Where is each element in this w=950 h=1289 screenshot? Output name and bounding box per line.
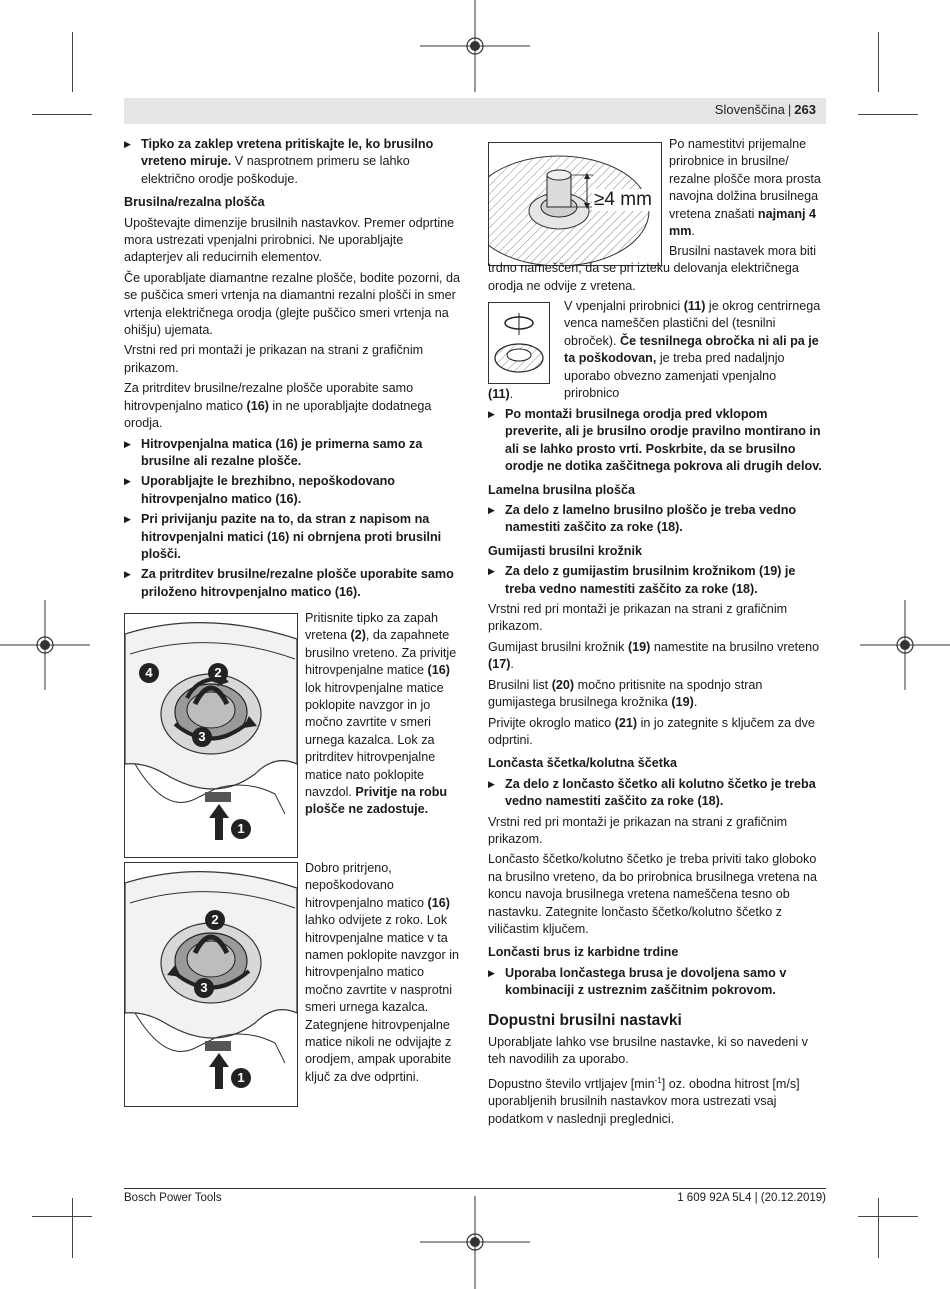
heading-flap-disc: Lamelna brusilna plošča xyxy=(488,482,635,497)
header-separator: | xyxy=(787,102,792,117)
heading-allowed-tools: Dopustni brusilni nastavki xyxy=(488,1011,682,1029)
header-language: Slovenščina xyxy=(714,102,785,117)
warning-spindle-lock: ▶ Tipko za zaklep vretena pritiskajte le, ko brusilno vreteno miruje. V nasprotnem primeru se lahko električno orodje poškoduje. xyxy=(124,136,462,188)
fig2-callout-1: 1 xyxy=(231,1068,251,1088)
figure-tighten-caption: Pritisnite tipko za zapah vretena (2), da zapahnete brusilno vreteno. Za privitje hitrovpenjalne matice (16) lok hitrovpenjalne matice poklopite navzgor in jo močno zavrtite v smeri urnega kazalca. Lok za pritrditev hitrovpenjalne matice nato poklopite navzdol. Privitje na robu plošče ne zadostuje. xyxy=(305,611,457,817)
paragraph: Vrstni red pri montaži je prikazan na strani z grafičnim prikazom. xyxy=(124,343,424,375)
heading-disc: Brusilna/rezalna plošča xyxy=(124,195,265,210)
thread-length-label: ≥4 mm xyxy=(594,189,652,210)
paragraph: Če uporabljate diamantne rezalne plošče, bodite pozorni, da se puščica smeri vrtenja na diamantni rezalni plošči in smer vrtenja električnega orodja (glejte puščico smeri vrtenja na ohišju) ujemata. xyxy=(124,270,461,338)
heading-rubber-pad: Gumijasti brusilni krožnik xyxy=(488,543,642,558)
figure-flange xyxy=(488,302,550,384)
bullet-item: ▶ Hitrovpenjalna matica (16) je primerna samo za brusilne ali rezalne plošče. xyxy=(124,436,462,471)
thread-text-continued: Brusilni nastavek mora biti trdno nameščen, da se pri izteku delovanja električnega orodja ne odvije z vretena. xyxy=(488,244,816,293)
registration-mark-bottom-icon xyxy=(420,1196,530,1289)
figure-loosen-nut xyxy=(124,862,298,1107)
fig1-callout-2: 2 xyxy=(208,663,228,683)
flange-text: V vpenjalni prirobnici (11) je okrog centrirnega venca nameščen plastični del (tesnilni obroček). Če tesnilnega obročka ni ali pa je ta poškodovan, je treba pred nadaljnjo uporabo obvezno zamenjati vpenjalno prirobnico xyxy=(564,299,821,401)
fig2-callout-3: 3 xyxy=(194,978,214,998)
heading-carbide-cup: Lončasti brus iz karbidne trdine xyxy=(488,945,679,960)
paragraph: Gumijast brusilni krožnik (19) namestite na brusilno vreteno (17). xyxy=(488,639,820,672)
footer-doc-id: 1 609 92A 5L4 | (20.12.2019) xyxy=(677,1192,826,1204)
bullet-flap-disc: ▶ Za delo z lamelno brusilno ploščo je treba vedno namestiti zaščito za roke (18). xyxy=(488,502,826,537)
fig1-callout-3: 3 xyxy=(192,727,212,747)
footer-brand: Bosch Power Tools xyxy=(124,1192,222,1204)
fig2-callout-2: 2 xyxy=(205,910,225,930)
paragraph: Uporabljate lahko vse brusilne nastavke, ki so navedeni v teh navodilih za uporabo. xyxy=(488,1035,808,1067)
left-column xyxy=(124,136,462,604)
figure-tighten-nut xyxy=(124,613,298,858)
flange-seal-icon xyxy=(489,303,549,383)
crop-mark xyxy=(878,1198,879,1258)
bullet-check-mounting: ▶ Po montaži brusilnega orodja pred vklopom preverite, ali je brusilno orodje pravilno montirano in ali se lahko prosto vrti. Poskrbite, da se brusilno orodje ne dotika zaščitnega pokrova ali drugih delov. xyxy=(488,406,826,476)
crop-mark xyxy=(32,1216,92,1217)
bullet-item: ▶ Za pritrditev brusilne/rezalne plošče uporabite samo priloženo hitrovpenjalno matico (16). xyxy=(124,566,462,601)
right-column-lower xyxy=(488,406,826,1131)
bullet-rubber-pad: ▶ Za delo z gumijastim brusilnim krožnikom (19) je treba vedno namestiti zaščito za roke (18). xyxy=(488,563,826,598)
bullet-carbide-cup: ▶ Uporaba lončastega brusa je dovoljena samo v kombinaciji z ustreznim zaščitnim pokrovom. xyxy=(488,965,826,1000)
registration-mark-left-icon xyxy=(0,600,90,690)
crop-mark xyxy=(858,114,918,115)
registration-mark-top-icon xyxy=(420,0,530,95)
paragraph: Vrstni red pri montaži je prikazan na strani z grafičnim prikazom. xyxy=(488,814,788,846)
bullet-item: ▶ Pri privijanju pazite na to, da stran z napisom na hitrovpenjalni matici (16) ni obrnjena proti brusilni plošči. xyxy=(124,511,462,563)
crop-mark xyxy=(878,32,879,92)
page-header xyxy=(715,102,816,117)
crop-mark xyxy=(858,1216,918,1217)
paragraph: Dopustno število vrtljajev $[\min^{-1}]$ oz. obodna hitrost [m/s] uporabljenih brusilnih nastavkov mora ustrezati vsaj podatkom v naslednji preglednici. xyxy=(488,1075,800,1126)
figure-loosen-caption: Dobro pritrjeno, nepoškodovano hitrovpenjalno matico (16) lahko odvijete z roko. Lok hitrovpenjalne matice v ta namen poklopite navzgor in hitrovpenjalno matico močno zavrtite v nasprotni smeri urnega kazalca. Zategnjene hitrovpenjalne matice nikoli ne odvijajte z orodjem, ampak uporabite ključ za dve odprtini. xyxy=(305,861,460,1084)
fig1-callout-4: 4 xyxy=(139,663,159,683)
paragraph: Privijte okroglo matico (21) in jo zategnite s ključem za dve odprtini. xyxy=(488,715,815,747)
paragraph: Lončasto ščetko/kolutno ščetko je treba priviti tako globoko na brusilno vreteno, da bo prirobnica brusilnega vretena na koncu navoja brusilnega vretena nameščena tesno ob nastavku. Zategnite lončasto ščetko/kolutno ščetko z viličastim ključem. xyxy=(488,852,818,936)
crop-mark xyxy=(72,32,73,92)
thread-text: Po namestitvi prijemalne prirobnice in brusilne/ rezalne plošče mora prosta navojna dolžina brusilnega vretena znašati najmanj 4 mm. xyxy=(669,137,821,239)
crop-mark xyxy=(32,114,92,115)
page-number: 263 xyxy=(794,102,816,117)
bullet-brush: ▶ Za delo z lončasto ščetko ali kolutno ščetko je treba vedno namestiti zaščito za roke (18). xyxy=(488,776,826,811)
paragraph: Upoštevajte dimenzije brusilnih nastavkov. Premer odprtine mora ustrezati vpenjalni prirobnici. Ne uporabljajte adapterjev ali reducirnih elementov. xyxy=(124,215,455,265)
registration-mark-right-icon xyxy=(860,600,950,690)
flange-text-end: (11). xyxy=(488,387,514,401)
paragraph: Brusilni list (20) močno pritisnite na spodnjo stran gumijastega brusilnega krožnika (19). xyxy=(488,677,763,710)
crop-mark xyxy=(72,1198,73,1258)
heading-brush: Lončasta ščetka/kolutna ščetka xyxy=(488,756,677,771)
bullet-item: ▶ Uporabljajte le brezhibno, nepoškodovano hitrovpenjalno matico (16). xyxy=(124,473,462,508)
footer-rule xyxy=(124,1188,826,1189)
paragraph: Vrstni red pri montaži je prikazan na strani z grafičnim prikazom. xyxy=(488,602,788,634)
fig1-callout-1: 1 xyxy=(231,819,251,839)
paragraph: Za pritrditev brusilne/rezalne plošče uporabite samo hitrovpenjalno matico (16) in ne uporabljajte dodatnega orodja. xyxy=(124,381,432,431)
